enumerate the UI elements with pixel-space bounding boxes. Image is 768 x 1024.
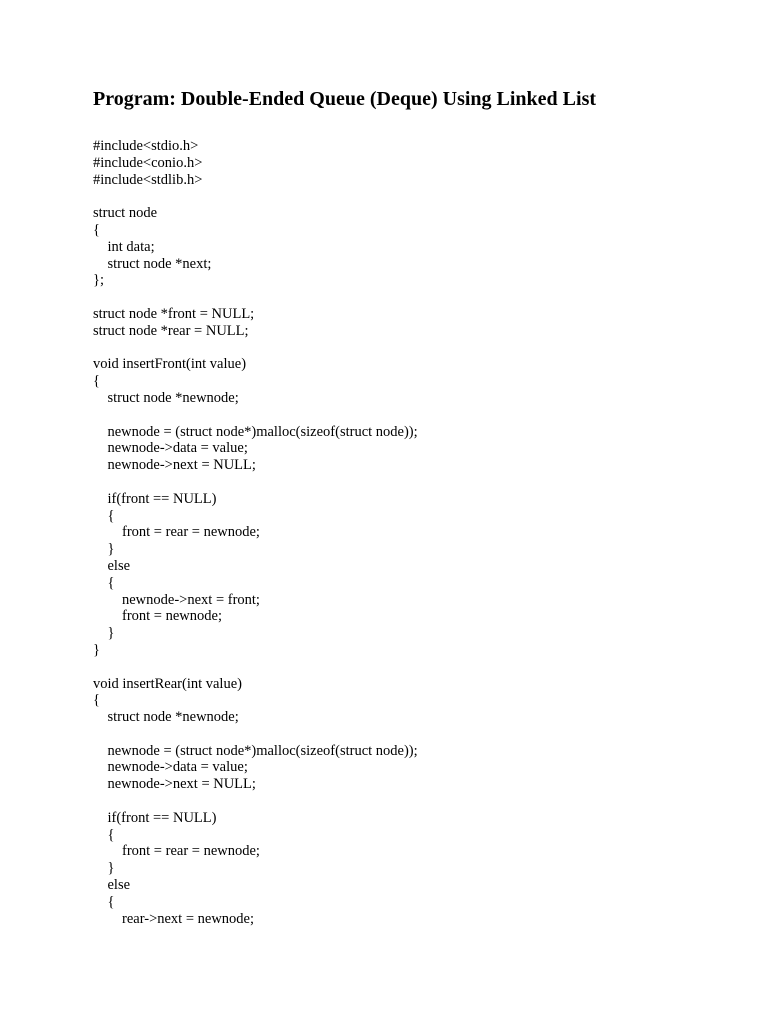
code-listing (93, 138, 418, 927)
code-line: void insertRear(int value) (93, 675, 242, 692)
code-line: { (93, 221, 100, 238)
code-line: struct node *front = NULL; (93, 305, 255, 322)
code-line: } (93, 625, 115, 642)
code-line (93, 407, 418, 424)
code-line: struct node *newnode; (93, 709, 239, 726)
code-line: newnode = (struct node*)malloc(sizeof(struct node)); (93, 423, 418, 440)
code-line: struct node *rear = NULL; (93, 322, 249, 339)
code-line: } (93, 641, 100, 658)
code-line (93, 289, 418, 306)
code-line: if(front == NULL) (93, 490, 217, 507)
code-line (93, 340, 418, 357)
code-line: { (93, 574, 115, 591)
code-line: front = newnode; (93, 608, 222, 625)
code-line: { (93, 507, 115, 524)
code-line: int data; (93, 238, 155, 255)
code-line: #include<conio.h> (93, 154, 203, 171)
code-line: struct node (93, 205, 158, 222)
code-line (93, 188, 418, 205)
code-line: #include<stdio.h> (93, 138, 199, 154)
code-line: void insertFront(int value) (93, 356, 247, 373)
code-line (93, 726, 418, 743)
code-line: { (93, 692, 100, 709)
code-line: struct node *next; (93, 255, 212, 272)
code-line: else (93, 877, 131, 894)
code-line (93, 793, 418, 810)
code-line (93, 474, 418, 491)
code-line: newnode->data = value; (93, 440, 248, 457)
code-line: rear->next = newnode; (93, 910, 255, 927)
code-line: newnode->next = NULL; (93, 776, 256, 793)
code-line: front = rear = newnode; (93, 524, 260, 541)
code-line: newnode->next = NULL; (93, 457, 256, 474)
code-line: { (93, 373, 100, 390)
code-line: newnode->data = value; (93, 759, 248, 776)
code-line: } (93, 860, 115, 877)
code-line: struct node *newnode; (93, 389, 239, 406)
code-line: }; (93, 272, 104, 289)
code-line: else (93, 557, 131, 574)
code-line: front = rear = newnode; (93, 843, 260, 860)
code-line: newnode = (struct node*)malloc(sizeof(struct node)); (93, 742, 418, 759)
document-title: Program: Double-Ended Queue (Deque) Using Linked List (93, 88, 597, 110)
code-line: { (93, 893, 115, 910)
code-line: { (93, 826, 115, 843)
code-line: if(front == NULL) (93, 809, 217, 826)
code-line: } (93, 541, 115, 558)
code-line: #include<stdlib.h> (93, 171, 203, 188)
code-line (93, 659, 418, 676)
code-line: newnode->next = front; (93, 591, 260, 608)
